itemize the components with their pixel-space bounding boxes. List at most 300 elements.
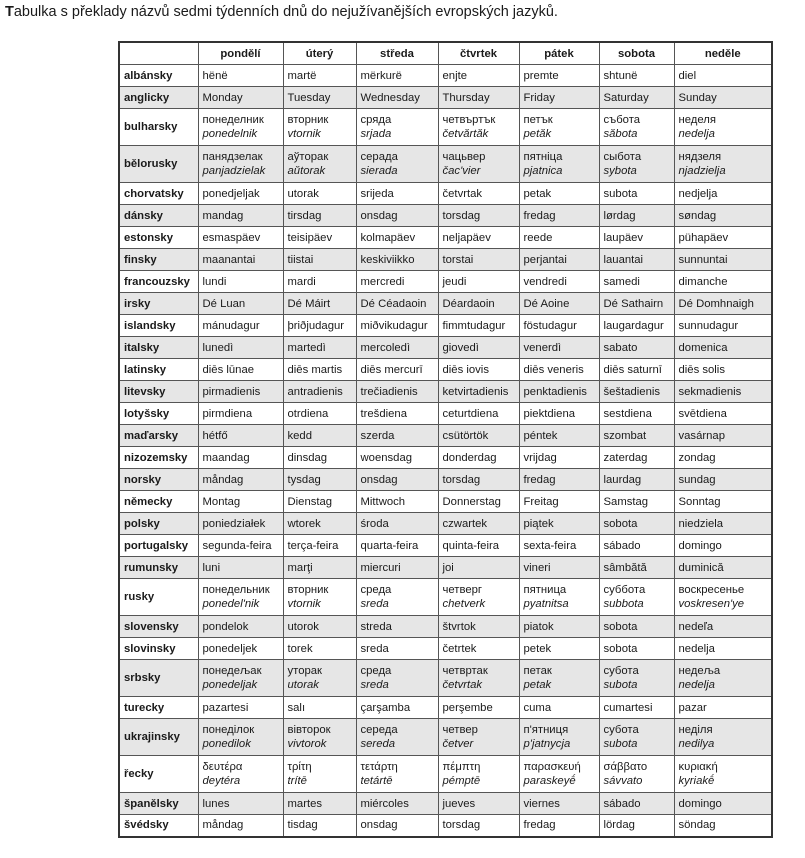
day-cell: sreda	[356, 638, 438, 660]
native-script: чацьвер	[442, 151, 486, 163]
language-name: slovensky	[119, 616, 198, 638]
day-cell: keskiviikko	[356, 249, 438, 271]
transliteration: srjada	[360, 128, 392, 140]
day-cell: torek	[283, 638, 356, 660]
day-cell: kedd	[283, 425, 356, 447]
transliteration: četver	[442, 738, 474, 750]
transliteration: četvrtak	[442, 679, 483, 691]
transliteration: vivtorok	[287, 738, 327, 750]
table-row	[119, 65, 772, 87]
transliteration: panjadzielak	[202, 165, 266, 177]
day-cell: domingo	[674, 535, 772, 557]
language-name: estonsky	[119, 227, 198, 249]
native-script: уторак	[287, 665, 322, 677]
day-cell: premte	[519, 65, 599, 87]
table-row	[119, 271, 772, 293]
native-script: четвъртък	[442, 114, 496, 126]
day-cell: tirsdag	[283, 205, 356, 227]
day-cell: miercuri	[356, 557, 438, 579]
transliteration: kyriakḗ	[678, 775, 715, 787]
day-cell: Sonntag	[674, 491, 772, 513]
day-cell: Freitag	[519, 491, 599, 513]
day-cell: Dé Domhnaigh	[674, 293, 772, 315]
day-cell	[519, 146, 599, 183]
language-name: anglicky	[119, 87, 198, 109]
day-cell: torsdag	[438, 469, 519, 491]
day-cell: fredag	[519, 815, 599, 837]
transliteration: pémptē	[442, 775, 481, 787]
native-script: субота	[603, 665, 639, 677]
transliteration: sreda	[360, 598, 389, 610]
transliteration: trítē	[287, 775, 307, 787]
day-cell: þriðjudagur	[283, 315, 356, 337]
day-cell: pazartesi	[198, 697, 283, 719]
day-cell: pirmadienis	[198, 381, 283, 403]
day-cell	[674, 579, 772, 616]
day-cell	[599, 109, 674, 146]
day-cell: Samstag	[599, 491, 674, 513]
transliteration: chetverk	[442, 598, 486, 610]
table-row	[119, 425, 772, 447]
day-cell: maandag	[198, 447, 283, 469]
day-cell	[283, 756, 356, 793]
language-name: irsky	[119, 293, 198, 315]
day-cell: fredag	[519, 469, 599, 491]
day-cell: piatok	[519, 616, 599, 638]
day-cell: Monday	[198, 87, 283, 109]
day-cell: Wednesday	[356, 87, 438, 109]
native-script: понедељак	[202, 665, 262, 677]
language-name: islandsky	[119, 315, 198, 337]
table-row	[119, 447, 772, 469]
language-name: ukrajinsky	[119, 719, 198, 756]
day-cell: czwartek	[438, 513, 519, 535]
day-cell: sabato	[599, 337, 674, 359]
day-cell: viernes	[519, 793, 599, 815]
day-cell: sábado	[599, 535, 674, 557]
day-cell: laugardagur	[599, 315, 674, 337]
table-row	[119, 513, 772, 535]
day-cell: martedì	[283, 337, 356, 359]
day-cell: Sunday	[674, 87, 772, 109]
day-cell: środa	[356, 513, 438, 535]
day-cell: nedjelja	[674, 183, 772, 205]
native-script: петак	[523, 665, 552, 677]
day-cell: ponedjeljak	[198, 183, 283, 205]
table-row	[119, 756, 772, 793]
native-script: п'ятниця	[523, 724, 569, 736]
native-script: събота	[603, 114, 641, 126]
day-cell: petak	[519, 183, 599, 205]
language-name: norsky	[119, 469, 198, 491]
native-script: σάββατο	[603, 761, 648, 773]
native-script: панядзелак	[202, 151, 263, 163]
table-row	[119, 87, 772, 109]
transliteration: subota	[603, 738, 638, 750]
native-script: понеділок	[202, 724, 255, 736]
day-cell	[198, 756, 283, 793]
day-cell	[438, 109, 519, 146]
day-cell: četvrtak	[438, 183, 519, 205]
table-row	[119, 249, 772, 271]
day-cell: piektdiena	[519, 403, 599, 425]
table-row	[119, 579, 772, 616]
day-cell: shtunë	[599, 65, 674, 87]
day-cell	[283, 579, 356, 616]
native-script: среда	[360, 584, 392, 596]
table-row	[119, 469, 772, 491]
day-cell: lunedì	[198, 337, 283, 359]
day-cell: luni	[198, 557, 283, 579]
day-cell: perşembe	[438, 697, 519, 719]
native-script: четверг	[442, 584, 483, 596]
day-cell	[599, 756, 674, 793]
language-name: srbsky	[119, 660, 198, 697]
day-cell: péntek	[519, 425, 599, 447]
day-cell	[519, 579, 599, 616]
day-cell: måndag	[198, 469, 283, 491]
table-row	[119, 793, 772, 815]
day-cell: vasárnap	[674, 425, 772, 447]
native-script: κυριακή	[678, 761, 718, 773]
transliteration: săbota	[603, 128, 638, 140]
day-cell: szombat	[599, 425, 674, 447]
day-cell: nedelja	[674, 638, 772, 660]
day-cell: giovedì	[438, 337, 519, 359]
day-cell: esmaspäev	[198, 227, 283, 249]
day-cell: piątek	[519, 513, 599, 535]
language-name: polsky	[119, 513, 198, 535]
day-cell: sekmadienis	[674, 381, 772, 403]
day-cell	[519, 109, 599, 146]
transliteration: nedilya	[678, 738, 715, 750]
day-cell: joi	[438, 557, 519, 579]
transliteration: sreda	[360, 679, 389, 691]
table-row	[119, 535, 772, 557]
transliteration: pjatnica	[523, 165, 563, 177]
day-cell: Déardaoin	[438, 293, 519, 315]
day-cell	[519, 719, 599, 756]
day-cell	[438, 660, 519, 697]
language-name: latinsky	[119, 359, 198, 381]
transliteration: pyatnitsa	[523, 598, 569, 610]
native-script: вторник	[287, 584, 329, 596]
day-cell	[674, 719, 772, 756]
day-cell: sunnuntai	[674, 249, 772, 271]
day-cell: enjte	[438, 65, 519, 87]
day-cell	[198, 719, 283, 756]
day-cell: martes	[283, 793, 356, 815]
day-cell: pondelok	[198, 616, 283, 638]
language-name: lotyšsky	[119, 403, 198, 425]
day-cell	[283, 109, 356, 146]
day-cell: otrdiena	[283, 403, 356, 425]
language-name: albánsky	[119, 65, 198, 87]
table-header	[119, 42, 772, 65]
day-cell	[519, 756, 599, 793]
day-cell: pazar	[674, 697, 772, 719]
day-cell	[599, 579, 674, 616]
table-row	[119, 660, 772, 697]
native-script: понеделник	[202, 114, 264, 126]
table-row	[119, 719, 772, 756]
language-name: německy	[119, 491, 198, 513]
day-cell	[356, 719, 438, 756]
day-cell	[599, 146, 674, 183]
language-name: bulharsky	[119, 109, 198, 146]
day-cell: vendredi	[519, 271, 599, 293]
day-cell: quinta-feira	[438, 535, 519, 557]
native-script: недеља	[678, 665, 721, 677]
day-cell: diēs solis	[674, 359, 772, 381]
day-cell	[599, 660, 674, 697]
day-cell	[356, 146, 438, 183]
day-cell: lördag	[599, 815, 674, 837]
day-cell: diēs iovis	[438, 359, 519, 381]
day-cell: donderdag	[438, 447, 519, 469]
day-cell: jeudi	[438, 271, 519, 293]
day-cell: laurdag	[599, 469, 674, 491]
native-script: аўторак	[287, 151, 329, 163]
day-cell: subota	[599, 183, 674, 205]
header-row	[119, 42, 772, 65]
day-cell: Donnerstag	[438, 491, 519, 513]
table-row	[119, 146, 772, 183]
day-cell: lundi	[198, 271, 283, 293]
day-cell: cuma	[519, 697, 599, 719]
native-script: пятніца	[523, 151, 563, 163]
native-script: суббота	[603, 584, 646, 596]
table-row	[119, 815, 772, 837]
day-cell: utorak	[283, 183, 356, 205]
language-name: dánsky	[119, 205, 198, 227]
language-name: španělsky	[119, 793, 198, 815]
day-cell: streda	[356, 616, 438, 638]
day-cell: diēs saturnī	[599, 359, 674, 381]
day-cell	[438, 719, 519, 756]
language-name: bělorusky	[119, 146, 198, 183]
day-cell	[283, 660, 356, 697]
day-cell: mercoledì	[356, 337, 438, 359]
transliteration: aŭtorak	[287, 165, 326, 177]
day-cell: pirmdiena	[198, 403, 283, 425]
day-cell: fimmtudagur	[438, 315, 519, 337]
day-cell	[674, 146, 772, 183]
native-script: пятница	[523, 584, 567, 596]
day-cell: venerdì	[519, 337, 599, 359]
day-cell: hétfő	[198, 425, 283, 447]
table-row	[119, 227, 772, 249]
language-name: portugalsky	[119, 535, 198, 557]
day-cell: nedeľa	[674, 616, 772, 638]
table-row	[119, 183, 772, 205]
day-cell: vineri	[519, 557, 599, 579]
day-cell: Montag	[198, 491, 283, 513]
day-cell: dinsdag	[283, 447, 356, 469]
table-row	[119, 557, 772, 579]
day-cell: petek	[519, 638, 599, 660]
day-cell: Dé Luan	[198, 293, 283, 315]
language-name: maďarsky	[119, 425, 198, 447]
table-row	[119, 491, 772, 513]
day-cell: sâmbătă	[599, 557, 674, 579]
day-cell: teisipäev	[283, 227, 356, 249]
transliteration: njadzielja	[678, 165, 726, 177]
day-cell: Tuesday	[283, 87, 356, 109]
native-script: τρίτη	[287, 761, 312, 773]
column-header: úterý	[283, 42, 356, 65]
table-row	[119, 205, 772, 227]
transliteration: subbota	[603, 598, 644, 610]
day-cell: vrijdag	[519, 447, 599, 469]
day-cell: reede	[519, 227, 599, 249]
transliteration: čac'vier	[442, 165, 481, 177]
language-name: švédsky	[119, 815, 198, 837]
day-cell	[674, 660, 772, 697]
day-cell: Dé Máirt	[283, 293, 356, 315]
transliteration: nedelja	[678, 679, 715, 691]
day-cell: föstudagur	[519, 315, 599, 337]
day-cell: penktadienis	[519, 381, 599, 403]
day-cell: csütörtök	[438, 425, 519, 447]
day-cell: antradienis	[283, 381, 356, 403]
day-cell: zaterdag	[599, 447, 674, 469]
transliteration: tetártē	[360, 775, 393, 787]
day-cell: lauantai	[599, 249, 674, 271]
day-cell: diēs veneris	[519, 359, 599, 381]
language-name: litevsky	[119, 381, 198, 403]
transliteration: utorak	[287, 679, 319, 691]
day-cell	[438, 146, 519, 183]
day-cell: poniedziałek	[198, 513, 283, 535]
transliteration: voskresen'ye	[678, 598, 745, 610]
day-cell: četrtek	[438, 638, 519, 660]
language-name: italsky	[119, 337, 198, 359]
transliteration: nedelja	[678, 128, 715, 140]
day-cell: sundag	[674, 469, 772, 491]
day-cell: fredag	[519, 205, 599, 227]
native-script: неделя	[678, 114, 716, 126]
language-name: rusky	[119, 579, 198, 616]
day-cell: duminică	[674, 557, 772, 579]
column-header: pátek	[519, 42, 599, 65]
day-cell	[198, 579, 283, 616]
native-script: παρασκευή	[523, 761, 581, 773]
native-script: субота	[603, 724, 639, 736]
table-row	[119, 403, 772, 425]
day-cell	[283, 719, 356, 756]
day-cell: quarta-feira	[356, 535, 438, 557]
caption-text: abulka s překlady názvů sedmi týdenních dnů do nejužívanějších evropských jazyků.	[13, 4, 558, 20]
native-script: δευτέρα	[202, 761, 243, 773]
day-cell: domingo	[674, 793, 772, 815]
day-cell: pühapäev	[674, 227, 772, 249]
day-cell: neljapäev	[438, 227, 519, 249]
native-script: πέμπτη	[442, 761, 481, 773]
transliteration: sierada	[360, 165, 398, 177]
day-cell	[198, 109, 283, 146]
day-cell: mandag	[198, 205, 283, 227]
transliteration: vtornik	[287, 598, 321, 610]
day-cell: srijeda	[356, 183, 438, 205]
day-cell: torstai	[438, 249, 519, 271]
day-cell: diēs mercurī	[356, 359, 438, 381]
day-cell: Dé Sathairn	[599, 293, 674, 315]
language-name: slovinsky	[119, 638, 198, 660]
day-cell: tiistai	[283, 249, 356, 271]
transliteration: ponedelnik	[202, 128, 258, 140]
day-cell: ponedeljek	[198, 638, 283, 660]
day-cell: segunda-feira	[198, 535, 283, 557]
transliteration: sávvato	[603, 775, 643, 787]
day-cell: salı	[283, 697, 356, 719]
caption-first-letter: T	[5, 4, 14, 20]
header-corner	[119, 42, 198, 65]
day-cell	[356, 579, 438, 616]
day-cell: maanantai	[198, 249, 283, 271]
day-cell: mercredi	[356, 271, 438, 293]
day-cell: samedi	[599, 271, 674, 293]
day-cell: Dé Céadaoin	[356, 293, 438, 315]
day-cell: lørdag	[599, 205, 674, 227]
table-row	[119, 616, 772, 638]
table-row	[119, 697, 772, 719]
day-cell: mánudagur	[198, 315, 283, 337]
native-script: нядзеля	[678, 151, 722, 163]
weekday-translation-table	[118, 41, 773, 838]
day-cell: utorok	[283, 616, 356, 638]
day-cell: ketvirtadienis	[438, 381, 519, 403]
day-cell	[198, 660, 283, 697]
day-cell: sobota	[599, 616, 674, 638]
day-cell: wtorek	[283, 513, 356, 535]
day-cell: sobota	[599, 513, 674, 535]
native-script: неділя	[678, 724, 713, 736]
native-script: среда	[360, 665, 392, 677]
day-cell: tisdag	[283, 815, 356, 837]
day-cell: sobota	[599, 638, 674, 660]
day-cell: sunnudagur	[674, 315, 772, 337]
day-cell: onsdag	[356, 815, 438, 837]
native-script: серада	[360, 151, 398, 163]
language-name: francouzsky	[119, 271, 198, 293]
day-cell: šeštadienis	[599, 381, 674, 403]
transliteration: vtornik	[287, 128, 321, 140]
day-cell: zondag	[674, 447, 772, 469]
language-name: řecky	[119, 756, 198, 793]
day-cell: hënë	[198, 65, 283, 87]
language-name: finsky	[119, 249, 198, 271]
transliteration: deytéra	[202, 775, 241, 787]
day-cell	[198, 146, 283, 183]
day-cell	[599, 719, 674, 756]
day-cell: diel	[674, 65, 772, 87]
day-cell: torsdag	[438, 815, 519, 837]
day-cell	[674, 756, 772, 793]
day-cell: Saturday	[599, 87, 674, 109]
native-script: воскресенье	[678, 584, 745, 596]
day-cell: Mittwoch	[356, 491, 438, 513]
table-row	[119, 337, 772, 359]
native-script: сыбота	[603, 151, 642, 163]
native-script: вівторок	[287, 724, 331, 736]
day-cell: cumartesi	[599, 697, 674, 719]
day-cell: Dé Aoine	[519, 293, 599, 315]
day-cell: svētdiena	[674, 403, 772, 425]
day-cell: diēs martis	[283, 359, 356, 381]
transliteration: ponedilok	[202, 738, 251, 750]
day-cell: ceturtdiena	[438, 403, 519, 425]
